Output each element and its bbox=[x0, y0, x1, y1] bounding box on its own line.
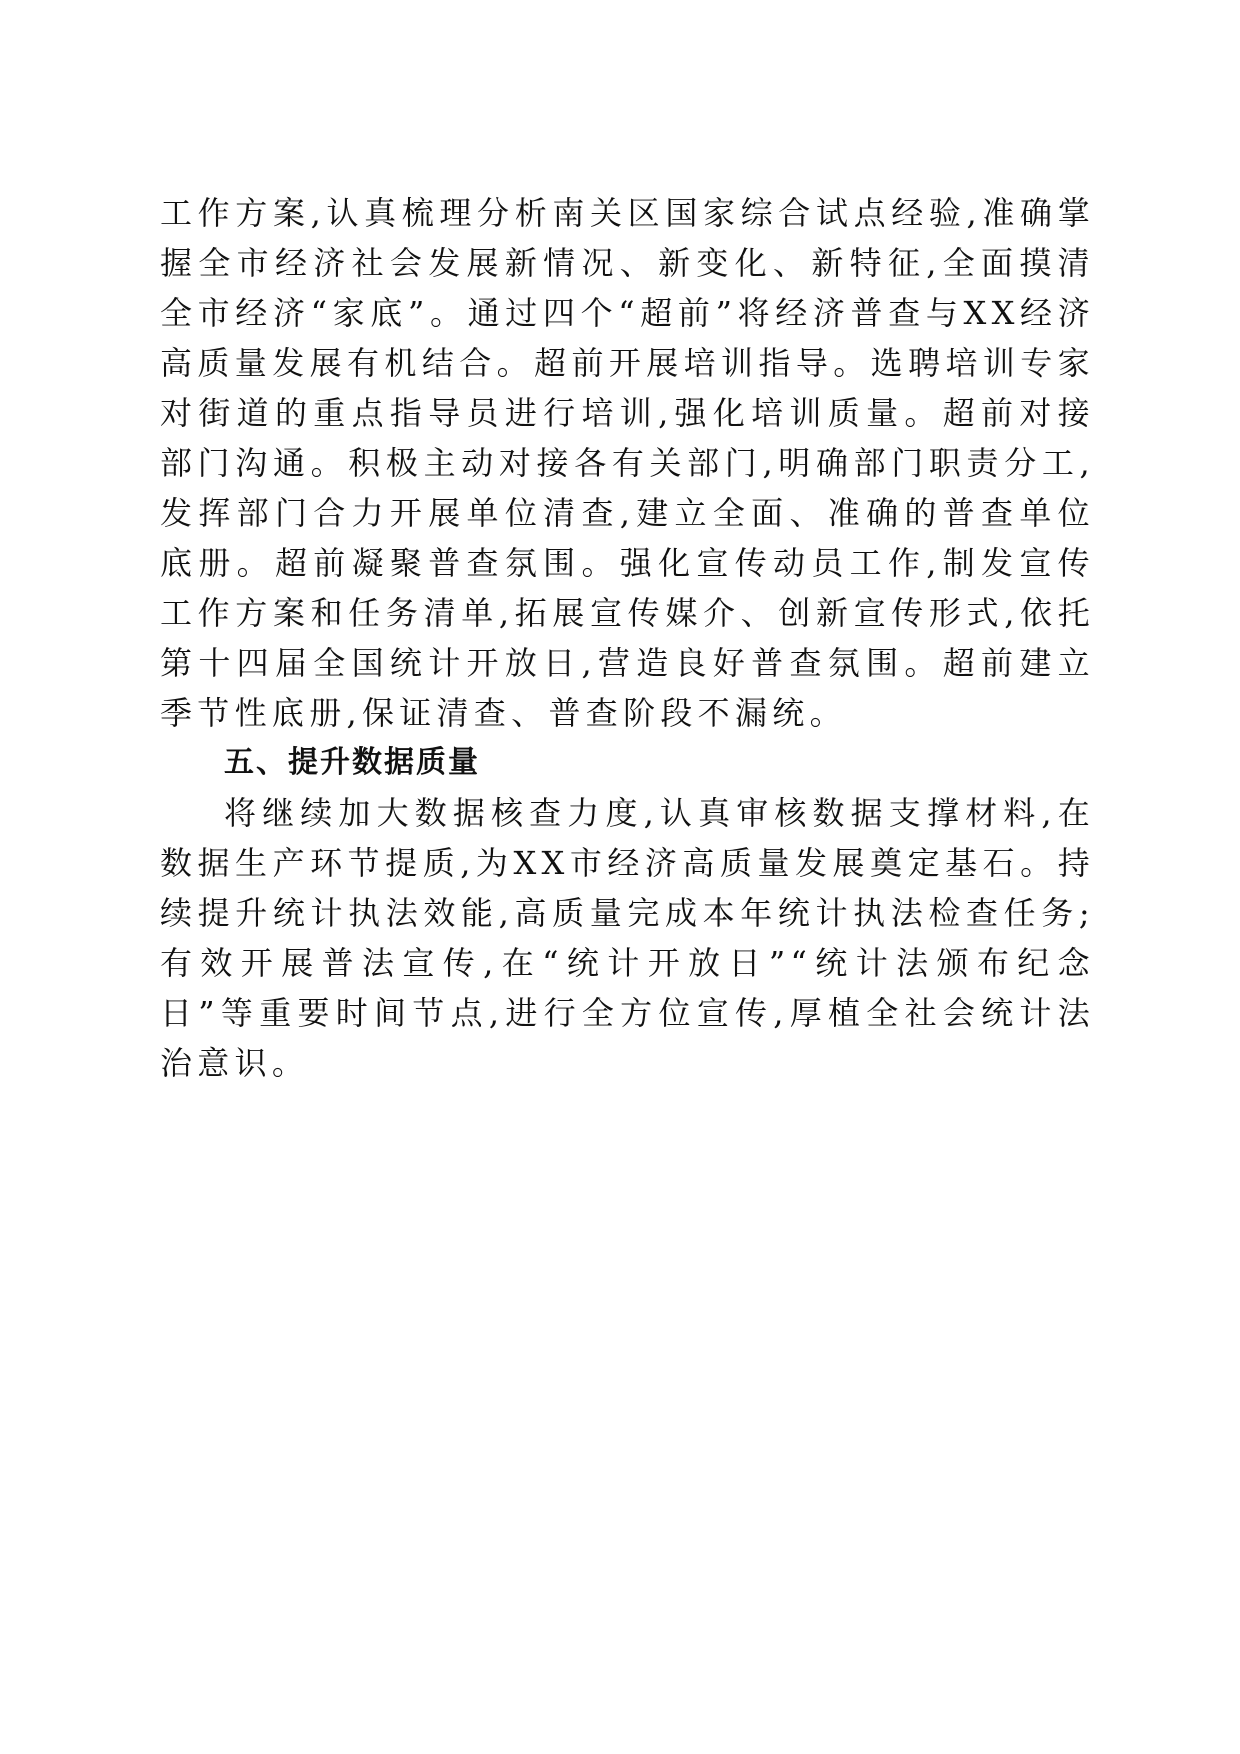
section-heading: 五、提升数据质量 bbox=[224, 745, 480, 780]
body-paragraph: 将继续加大数据核查力度,认真审核数据支撑材料,在数据生产环节提质,为XX市经济高质量发展奠定基石。持续提升统计执法效能,高质量完成本年统计执法检查任务;有效开展普法宣传,在“统计开放日”“统计法颁布纪念日”等重要时间节点,进行全方位宣传,厚植全社会统计法治意识。 bbox=[160, 794, 1095, 1082]
document-body bbox=[160, 188, 1095, 1088]
body-paragraph: 工作方案,认真梳理分析南关区国家综合试点经验,准确掌握全市经济社会发展新情况、新变化、新特征,全面摸清全市经济“家底”。通过四个“超前”将经济普查与XX经济高质量发展有机结合。超前开展培训指导。选聘培训专家对街道的重点指导员进行培训,强化培训质量。超前对接部门沟通。积极主动对接各有关部门,明确部门职责分工,发挥部门合力开展单位清查,建立全面、准确的普查单位底册。超前凝聚普查氛围。强化宣传动员工作,制发宣传工作方案和任务清单,拓展宣传媒介、创新宣传形式,依托第十四届全国统计开放日,营造良好普查氛围。超前建立季节性底册,保证清查、普查阶段不漏统。 bbox=[160, 194, 1095, 732]
